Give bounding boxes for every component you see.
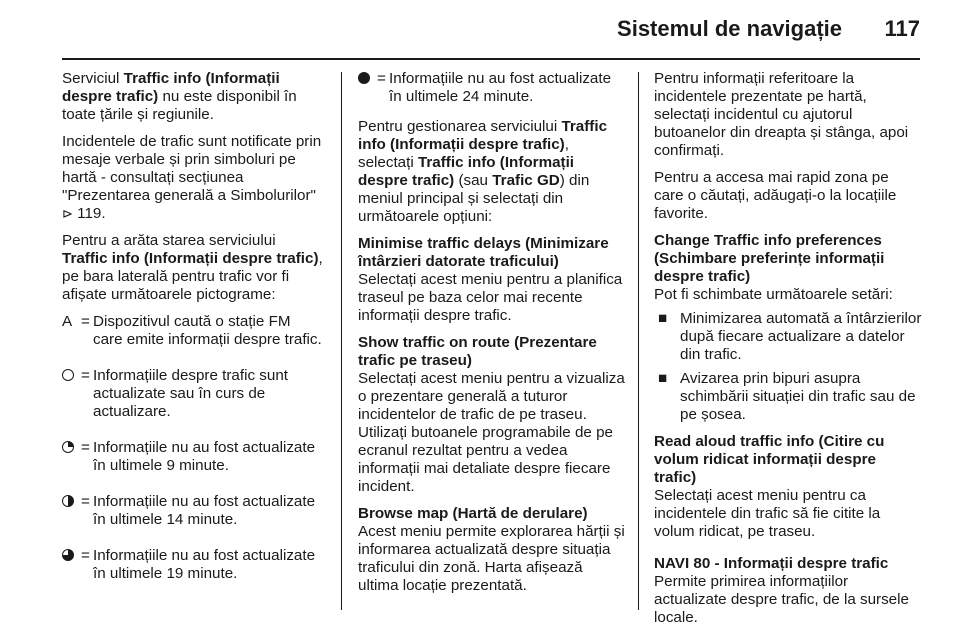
page-reference-arrow-icon: ⊳	[62, 206, 73, 221]
bullet-square-icon: ■	[658, 310, 668, 327]
option-show-traffic: Show traffic on route (Prezentare trafic pe traseu) Selectați acest meniu pentru a vizualiza o prezentare generală a tuturor incidentelor de trafic de pe traseu. Utilizați butoanele programabile de pe ecranul rezultat pentru a vedea informații mai detaliate despre fiecare incident.	[358, 334, 625, 495]
option-change-preferences: Change Traffic info preferences (Schimbare preferințe informații despre trafic) Pot fi schimbate următoarele setări:	[654, 232, 922, 304]
paragraph-manage-service: Pentru gestionarea serviciului Traffic info (Informații despre trafic), selectați Traffic info (Informații despre trafic) (sau Trafic GD) din meniul principal și selectați din următoarele opțiuni:	[358, 118, 608, 225]
option-minimise-delays: Minimise traffic delays (Minimizare întârzieri datorate traficului) Selectați acest meniu pentru a planifica traseul pe baza celor mai recente informații despre trafic.	[358, 235, 626, 325]
option-heading: Show traffic on route (Prezentare trafic pe traseu)	[358, 334, 597, 369]
circle-full-icon	[358, 72, 370, 84]
option-browse-map: Browse map (Hartă de derulare) Acest meniu permite explorarea hărții și informarea actualizată despre situația traficului din zonă. Harta afișează ultima locație prezentată.	[358, 505, 625, 594]
option-heading: Change Traffic info preferences (Schimbare preferințe informații despre trafic)	[654, 232, 885, 285]
definition-14-minutes: = Informațiile nu au fost actualizate în ultimele 14 minute.	[62, 493, 324, 529]
paragraph-availability: Serviciul Traffic info (Informații despre trafic) nu este disponibil în toate țările și regiunile.	[62, 70, 297, 123]
column-2	[358, 70, 626, 604]
section-title: Sistemul de navigație	[617, 16, 842, 41]
definition-9-minutes: = Informațiile nu au fost actualizate în ultimele 9 minute.	[62, 439, 324, 475]
circle-three-quarter-icon	[62, 549, 74, 561]
page-header	[0, 0, 960, 58]
option-heading: Browse map (Hartă de derulare)	[358, 505, 588, 522]
column-divider	[341, 72, 342, 610]
definition-updating: = Informațiile despre trafic sunt actualizate sau în curs de actualizare.	[62, 367, 324, 421]
bullet-square-icon: ■	[658, 370, 668, 387]
option-heading: Minimise traffic delays (Minimizare întârzieri datorate traficului)	[358, 235, 609, 270]
column-1	[62, 70, 324, 601]
definition-24-minutes: = Informațiile nu au fost actualizate în ultimele 24 minute.	[358, 70, 626, 106]
definition-key: A	[62, 313, 73, 330]
definition-searching: A = Dispozitivul caută o stație FM care emite informații despre trafic.	[62, 313, 322, 348]
section-heading: NAVI 80 - Informații despre trafic	[654, 555, 889, 572]
paragraph-incident-info: Pentru informații referitoare la incidentele prezentate pe hartă, selectați incidentul cu ajutorul butoanelor din dreapta și stânga, apoi confirmați.	[654, 70, 909, 159]
paragraph-notifications: Incidentele de trafic sunt notificate prin mesaje verbale și prin simboluri pe hartă - consultați secțiunea "Prezentarea generală a Simbolurilor" ⊳ 119.	[62, 133, 322, 222]
column-3	[654, 70, 922, 636]
section-navi80: NAVI 80 - Informații despre trafic Permite primirea informațiilor actualizate despre trafic, de la sursele locale.	[654, 555, 922, 627]
paragraph-favorites: Pentru a accesa mai rapid zona pe care o căutați, adăugați-o la locațiile favorite.	[654, 169, 897, 222]
bullet-item: ■ Minimizarea automată a întârzierilor după fiecare actualizare a datelor din trafic.	[654, 310, 922, 364]
circle-half-icon	[62, 495, 74, 507]
paragraph-status-intro: Pentru a arăta starea serviciului Traffic info (Informații despre trafic), pe bara laterală pentru trafic vor fi afișate următoarele pictograme:	[62, 232, 323, 303]
definition-19-minutes: = Informațiile nu au fost actualizate în ultimele 19 minute.	[62, 547, 324, 583]
column-divider	[638, 72, 639, 610]
option-read-aloud: Read aloud traffic info (Citire cu volum ridicat informații despre trafic) Selectați acest meniu pentru ca incidentele din trafic să fie citite la volum ridicat, pe traseu.	[654, 433, 922, 541]
page-number: 117	[884, 16, 920, 41]
option-heading: Read aloud traffic info (Citire cu volum ridicat informații despre trafic)	[654, 433, 885, 486]
bullet-item: ■ Avizarea prin bipuri asupra schimbării situației din trafic sau de pe șosea.	[654, 370, 922, 424]
circle-empty-icon	[62, 369, 74, 381]
header-rule	[62, 58, 920, 60]
circle-quarter-icon	[62, 441, 74, 453]
